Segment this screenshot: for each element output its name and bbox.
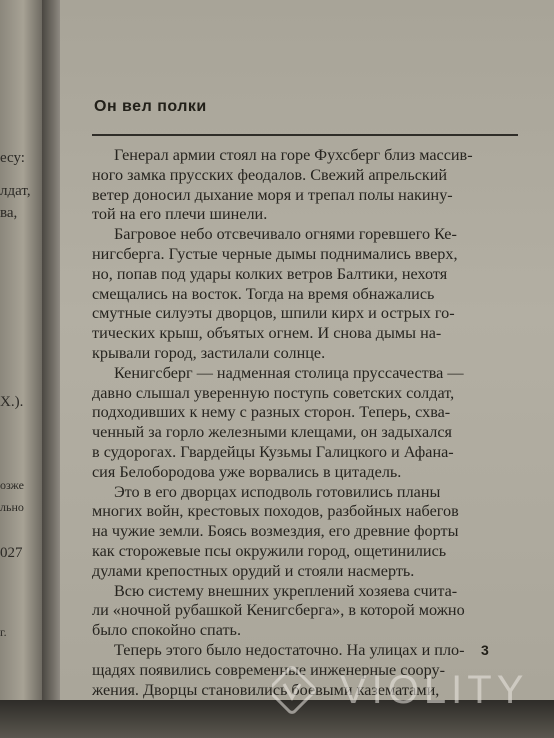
title-rule (92, 134, 518, 136)
text-line: сия Белобородова уже ворвались в цитадель. (92, 462, 402, 481)
text-line: тических крыш, объятых огнем. И снова дымы на- (92, 324, 442, 343)
book-spine-shadow (42, 0, 62, 738)
text-line: было спокойно спать. (92, 621, 241, 640)
text-line: подходивших к нему с разных сторон. Теперь, схва- (92, 403, 451, 422)
body-text (92, 146, 520, 700)
margin-fragment: лдат, (0, 183, 31, 199)
text-line: той на его плечи шинели. (92, 205, 268, 224)
margin-fragment: есу: (0, 150, 25, 166)
text-line: Генерал армии стоял на горе Фухсберг близ массив- (114, 146, 473, 164)
text-line: Теперь этого было недостаточно. На улицах и пло- (114, 640, 465, 659)
watermark-logo-icon (272, 664, 324, 716)
text-line: крывали город, застилали солнце. (92, 343, 326, 362)
text-line: Всю систему внешних укреплений хозяева счита- (114, 581, 458, 600)
text-line: многих войн, крестовых походов, разбойных набегов (92, 502, 459, 521)
page-number: 3 (481, 642, 489, 658)
text-line: нигсберга. Густые черные дымы поднимались вверх, (92, 244, 458, 263)
text-line: Это в его дворцах исподволь готовились планы (114, 482, 441, 501)
text-line: смутные силуэты дворцов, шпили кирх и острых го- (92, 304, 455, 323)
adjacent-page (0, 0, 42, 738)
text-line: давно слышал уверенную поступь советских солдат, (92, 383, 455, 402)
margin-fragment: 027 (0, 545, 23, 561)
text-line: ченный за горло железными клещами, он задыхался (92, 423, 452, 442)
text-line: дулами крепостных орудий и стояли насмерть. (92, 561, 415, 580)
text-line: жения. Дворцы становились боевыми казематами, (92, 680, 440, 699)
text-line: как сторожевые псы окружили город, ощетинились (92, 541, 447, 560)
text-line: ного замка прусских феодалов. Свежий апрельский (92, 165, 448, 184)
text-line: Кенигсберг — надменная столица пруссачества — (114, 363, 464, 382)
margin-fragment: льно (0, 500, 24, 514)
watermark (272, 658, 542, 724)
text-line: в судорогах. Гвардейцы Кузьмы Галицкого и Афана- (92, 442, 454, 461)
chapter-title: Он вел полки (94, 98, 207, 115)
text-line: смещались на восток. Тогда на время обнажались (92, 284, 435, 303)
text-line: ветер доносил дыхание моря и трепал полы накину- (92, 185, 453, 204)
margin-fragment: ва, (0, 205, 18, 221)
margin-fragment: озже (0, 478, 24, 492)
text-line: на чужие земли. Боясь возмездия, его древние форты (92, 522, 459, 541)
text-line: ли «ночной рубашкой Кенигсберга», в которой можно (92, 601, 465, 620)
text-line: щадях появились современные инженерные соору- (92, 660, 446, 679)
text-line: но, попав под удары колких ветров Балтики, нехотя (92, 264, 448, 283)
text-line: Багровое небо отсвечивало огнями горевшего Ке- (114, 225, 457, 244)
margin-fragment: Х.). (0, 394, 24, 410)
watermark-text: VIOLITY (340, 668, 529, 712)
margin-fragment: г. (0, 625, 7, 639)
